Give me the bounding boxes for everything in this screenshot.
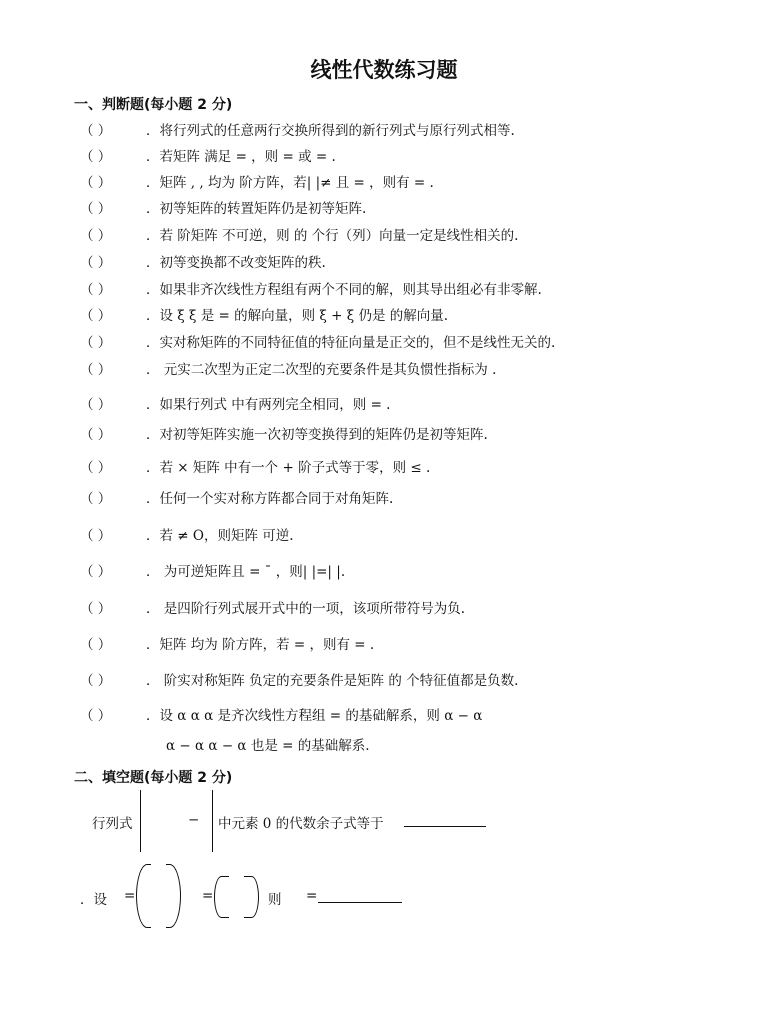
question-text: ． 阶实对称矩阵 负定的充要条件是矩阵 的 个特征值都是负数. <box>146 673 519 689</box>
answer-parentheses[interactable]: （ ） <box>80 397 112 413</box>
answer-parentheses[interactable]: （ ） <box>80 637 112 653</box>
answer-parentheses[interactable]: （ ） <box>80 175 112 191</box>
answer-parentheses[interactable]: （ ） <box>80 308 112 324</box>
equals-sign: = <box>202 888 214 904</box>
answer-blank-2[interactable] <box>318 888 402 903</box>
answer-parentheses[interactable]: （ ） <box>80 149 112 165</box>
question-text: α − α α − α 也是 = 的基础解系. <box>166 738 370 754</box>
equals-sign: = <box>306 888 318 904</box>
section-heading-true-false: 一、判断题(每小题 2 分) <box>74 97 233 113</box>
determinant-bar-right <box>212 790 213 852</box>
equals-sign: = <box>124 888 136 904</box>
question-text: ．实对称矩阵的不同特征值的特征向量是正交的，但不是线性无关的. <box>146 335 556 351</box>
answer-parentheses[interactable]: （ ） <box>80 255 112 271</box>
answer-parentheses[interactable]: （ ） <box>80 564 112 580</box>
answer-parentheses[interactable]: （ ） <box>80 282 112 298</box>
question-text: ．若 ≠ O，则矩阵 可逆. <box>146 528 294 544</box>
answer-parentheses[interactable]: （ ） <box>80 601 112 617</box>
question-2-prefix: ．设 <box>80 892 107 908</box>
question-text: ．设 ξ ξ 是 = 的解向量，则 ξ + ξ 仍是 的解向量. <box>146 308 449 324</box>
answer-parentheses[interactable]: （ ） <box>80 201 112 217</box>
question-text: ．矩阵 , , 均为 阶方阵，若| |≠ 且 = ，则有 = . <box>146 175 434 191</box>
cofactor-question-text: 中元素 0 的代数余子式等于 <box>218 816 384 832</box>
answer-parentheses[interactable]: （ ） <box>80 123 112 139</box>
answer-parentheses[interactable]: （ ） <box>80 362 112 378</box>
matrix-bracket-right <box>166 864 181 928</box>
question-text: ．将行列式的任意两行交换所得到的新行列式与原行列式相等. <box>146 123 515 139</box>
question-text: ．如果行列式 中有两列完全相同，则 = . <box>146 397 391 413</box>
question-text: ．初等矩阵的转置矩阵仍是初等矩阵. <box>146 201 367 217</box>
question-text: ． 为可逆矩阵且 = ¯ ，则| |=| |. <box>146 564 346 580</box>
answer-parentheses[interactable]: （ ） <box>80 528 112 544</box>
determinant-label: 行列式 <box>92 816 133 832</box>
answer-parentheses[interactable]: （ ） <box>80 673 112 689</box>
question-text: ． 元实二次型为正定二次型的充要条件是其负惯性指标为 . <box>146 362 497 378</box>
answer-parentheses[interactable]: （ ） <box>80 491 112 507</box>
question-text: ．矩阵 均为 阶方阵，若 = ，则有 = . <box>146 637 375 653</box>
answer-parentheses[interactable]: （ ） <box>80 228 112 244</box>
section-heading-fill-blank: 二、填空题(每小题 2 分) <box>74 770 233 786</box>
question-text: ．若 × 矩阵 中有一个 + 阶子式等于零，则 ≤ . <box>146 460 431 476</box>
question-text: ．初等变换都不改变矩阵的秩. <box>146 255 326 271</box>
answer-parentheses[interactable]: （ ） <box>80 460 112 476</box>
page-title: 线性代数练习题 <box>310 58 458 82</box>
question-text: ．如果非齐次线性方程组有两个不同的解，则其导出组必有非零解. <box>146 282 542 298</box>
answer-parentheses[interactable]: （ ） <box>80 427 112 443</box>
question-text: ．任何一个实对称方阵都合同于对角矩阵. <box>146 491 394 507</box>
then-label: 则 <box>268 892 282 908</box>
question-text: ．若 阶矩阵 不可逆，则 的 个行（列）向量一定是线性相关的. <box>146 228 519 244</box>
determinant-bar-left <box>140 790 141 852</box>
question-text: ．对初等矩阵实施一次初等变换得到的矩阵仍是初等矩阵. <box>146 427 488 443</box>
answer-blank-1[interactable] <box>404 812 486 827</box>
minus-sign: − <box>188 812 200 828</box>
matrix-bracket-right <box>244 876 259 918</box>
matrix-bracket-left <box>214 876 229 918</box>
answer-parentheses[interactable]: （ ） <box>80 708 112 724</box>
answer-parentheses[interactable]: （ ） <box>80 335 112 351</box>
question-text: ． 是四阶行列式展开式中的一项，该项所带符号为负. <box>146 601 466 617</box>
matrix-bracket-left <box>136 864 151 928</box>
question-text: ．若矩阵 满足 = ，则 = 或 = . <box>146 149 336 165</box>
question-text: ．设 α α α 是齐次线性方程组 = 的基础解系，则 α − α <box>146 708 483 724</box>
